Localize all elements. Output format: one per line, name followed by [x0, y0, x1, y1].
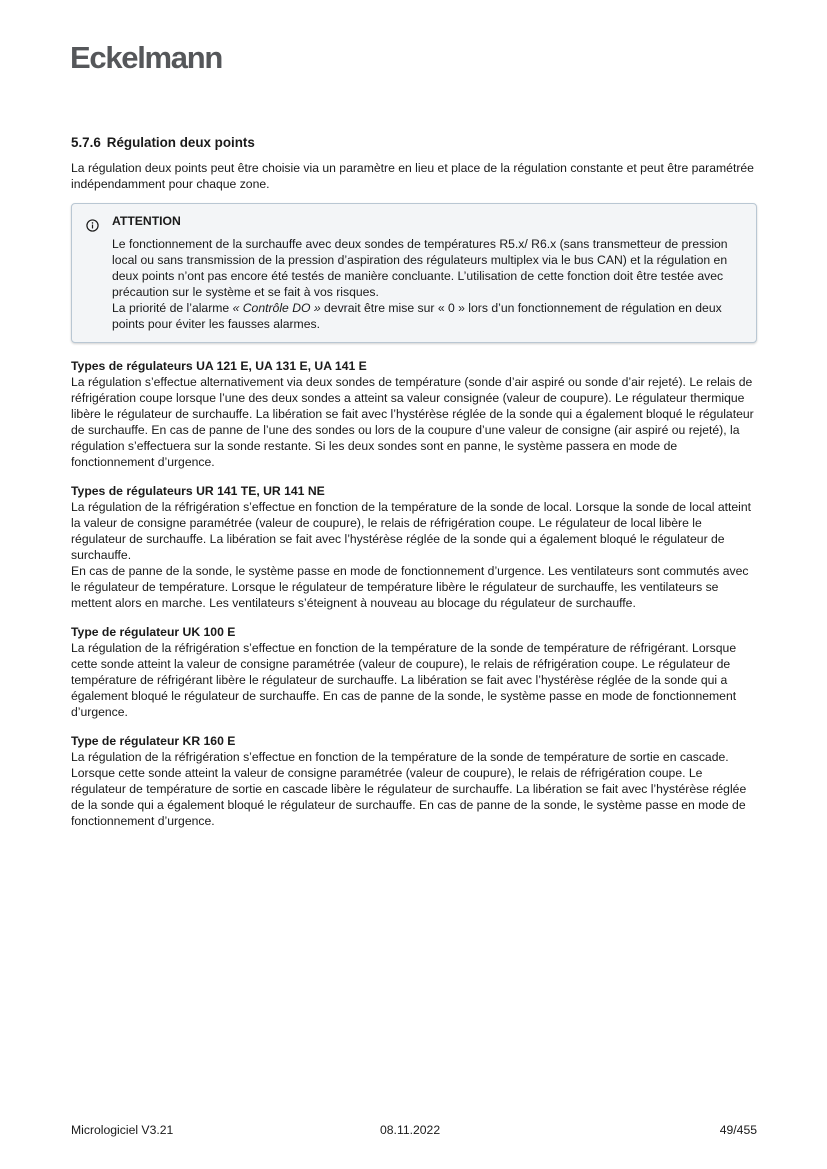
callout-note-after: devrait être mise sur « 0 » lors d’un fonctionnement de régulation en deux points pour éviter les fausses alarmes.: [112, 301, 722, 331]
page-content: [71, 135, 757, 842]
section-heading: [71, 135, 757, 150]
regulator-block-ua: [71, 358, 757, 470]
info-icon: [86, 219, 99, 232]
footer-page-number: 49/455: [719, 1123, 757, 1137]
block-text: La régulation de la réfrigération s’effectue en fonction de la température de la sonde de local. Lorsque la sonde de local atteint la valeur de consigne paramétrée (valeur de coupure), le relais de réfrigération coupe. Le régulateur de local libère le régulateur de surchauffe. La libération se fait avec l’hystérèse réglée de la sonde qui a également bloqué le régulateur de surchauffe.: [71, 500, 752, 562]
company-logo: Eckelmann: [70, 40, 222, 75]
footer-product: Micrologiciel V3.21: [71, 1123, 174, 1137]
block-title: Type de régulateur UK 100 E: [71, 625, 236, 639]
regulator-block-kr: [71, 733, 757, 829]
regulator-block-ur: [71, 483, 757, 611]
section-number: 5.7.6: [71, 135, 101, 150]
block-text: La régulation s’effectue alternativement via deux sondes de température (sonde d’air aspiré ou sonde d’air rejeté). Le relais de réfrigération coupe lorsque l’une des deux sondes a atteint sa valeur consignée (valeur de coupure). Le régulateur thermique libère le régulateur de surchauffe. La libération se fait avec l’hystérèse réglée de la sonde qui a également bloqué le régulateur de surchauffe. En cas de panne de l’une des sondes ou lors de la coupure d’une valeur de consigne (air aspiré ou rejeté), la régulation s’effectuera sur la sonde restante. Si les deux sondes sont en panne, le système passera en mode de fonctionnement d’urgence.: [71, 375, 754, 469]
callout-title: ATTENTION: [112, 214, 181, 228]
callout-alarm-note: [112, 300, 744, 332]
callout-note-before: La priorité de l’alarme: [112, 301, 233, 315]
page-footer: [71, 1123, 757, 1139]
alarm-name: « Contrôle DO »: [232, 301, 321, 315]
block-text: En cas de panne de la sonde, le système passe en mode de fonctionnement d’urgence. Les ventilateurs sont commutés avec le régulateur de température. Lorsque le régulateur de température libère le régulateur de surchauffe, les ventilateurs se mettent alors en marche. Les ventilateurs s’éteignent à nouveau au blocage du régulateur de surchauffe.: [71, 564, 749, 610]
block-title: Types de régulateurs UR 141 TE, UR 141 NE: [71, 484, 325, 498]
block-title: Type de régulateur KR 160 E: [71, 734, 236, 748]
callout-text: Le fonctionnement de la surchauffe avec deux sondes de températures R5.x/ R6.x (sans transmetteur de pression local ou sans transmission de la pression d’aspiration des régulateurs multiplex via le bus CAN) et la régulation en deux points n’ont pas encore été testés de manière concluante. L’utilisation de cette fonction doit être testée avec précaution sur le système et se fait à vos risques.: [112, 237, 728, 299]
block-title: Types de régulateurs UA 121 E, UA 131 E, UA 141 E: [71, 359, 367, 373]
attention-callout: [71, 203, 757, 343]
section-intro: La régulation deux points peut être choisie via un paramètre en lieu et place de la régulation constante et peut être paramétrée indépendamment pour chaque zone.: [71, 161, 754, 191]
regulator-block-uk: [71, 624, 757, 720]
block-text: La régulation de la réfrigération s’effectue en fonction de la température de la sonde de température de réfrigérant. Lorsque cette sonde atteint la valeur de consigne paramétrée (valeur de coupure), le relais de réfrigération coupe. Le régulateur de température de réfrigérant libère le régulateur de surchauffe. La libération se fait avec l’hystérèse réglée de la sonde qui a également bloqué le régulateur de surchauffe. En cas de panne de la sonde, le système passe en mode de fonctionnement d’urgence.: [71, 641, 737, 719]
section-title: Régulation deux points: [106, 135, 255, 150]
footer-date: 08.11.2022: [380, 1123, 441, 1137]
block-text: La régulation de la réfrigération s’effectue en fonction de la température de la sonde de température de sortie en cascade. Lorsque cette sonde atteint la valeur de consigne paramétrée (valeur de coupure), le relais de réfrigération coupe. Le régulateur de température de sortie en cascade libère le régulateur de surchauffe. La libération se fait avec l’hystérèse réglée de la sonde qui a également bloqué le régulateur de surchauffe. En cas de panne de la sonde, le système passe en mode de fonctionnement d’urgence.: [71, 750, 747, 828]
